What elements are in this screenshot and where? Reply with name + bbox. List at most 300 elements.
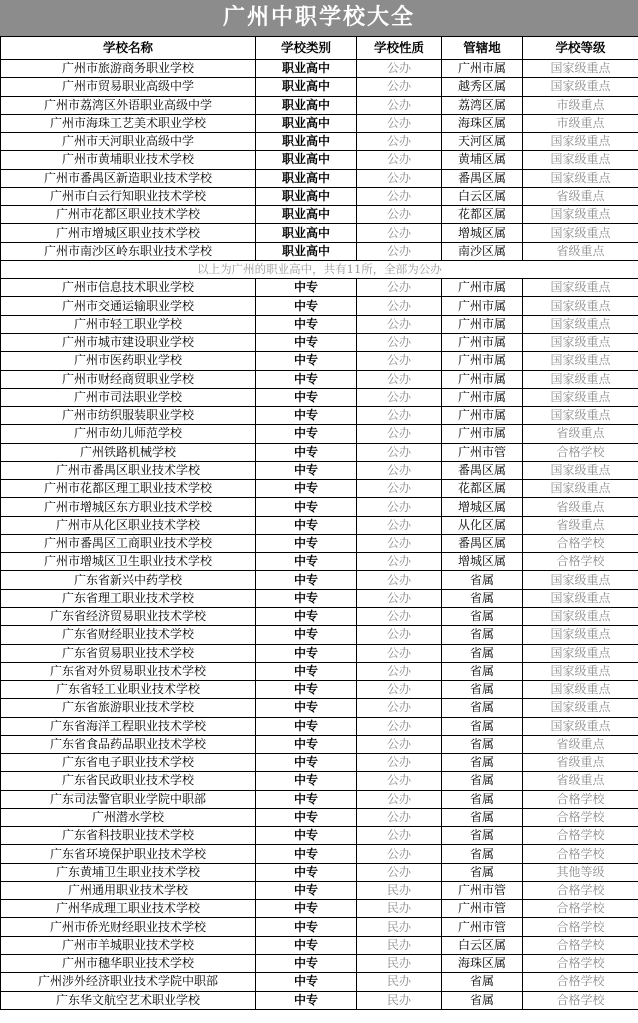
school-name-cell: 广州市花都区职业技术学校 [1,206,256,224]
school-level-cell: 国家级重点 [523,626,638,644]
jurisdiction-cell: 省属 [442,863,523,881]
school-level-cell: 国家级重点 [523,279,638,297]
table-row [1,553,638,571]
table-row [1,78,638,96]
table-row [1,279,638,297]
school-level-cell: 国家级重点 [523,169,638,187]
school-name-cell: 广州市荔湾区外语职业高级中学 [1,96,256,114]
school-type-cell: 中专 [256,790,357,808]
table-row [1,644,638,662]
school-type-cell: 中专 [256,827,357,845]
table-row [1,242,638,260]
note-text: 以上为广州的职业高中，共有11所，全部为公办 [1,260,638,278]
jurisdiction-cell: 海珠区属 [442,955,523,973]
school-name-cell: 广州市旅游商务职业学校 [1,60,256,78]
school-nature-cell: 公办 [357,407,442,425]
school-name-cell: 广东省旅游职业技术学校 [1,699,256,717]
school-name-cell: 广州市交通运输职业学校 [1,297,256,315]
school-name-cell: 广东黄埔卫生职业技术学校 [1,863,256,881]
school-name-cell: 广州市增城区东方职业技术学校 [1,498,256,516]
school-type-cell: 中专 [256,498,357,516]
school-name-cell: 广州市信息技术职业学校 [1,279,256,297]
jurisdiction-cell: 省属 [442,626,523,644]
school-nature-cell: 公办 [357,151,442,169]
school-type-cell: 中专 [256,662,357,680]
school-type-cell: 中专 [256,936,357,954]
table-row [1,534,638,552]
school-name-cell: 广州市羊城职业技术学校 [1,936,256,954]
table-row [1,717,638,735]
jurisdiction-cell: 省属 [442,808,523,826]
school-type-cell: 中专 [256,553,357,571]
school-nature-cell: 民办 [357,900,442,918]
school-name-cell: 广州市白云行知职业技术学校 [1,187,256,205]
school-name-cell: 广东省对外贸易职业技术学校 [1,662,256,680]
school-level-cell: 国家级重点 [523,315,638,333]
jurisdiction-cell: 增城区属 [442,553,523,571]
jurisdiction-cell: 广州市属 [442,60,523,78]
school-name-cell: 广州市司法职业学校 [1,388,256,406]
school-name-cell: 广州市轻工职业学校 [1,315,256,333]
school-name-cell: 广州涉外经济职业技术学院中职部 [1,973,256,991]
school-nature-cell: 民办 [357,936,442,954]
jurisdiction-cell: 番禺区属 [442,169,523,187]
school-name-cell: 广东省电子职业技术学校 [1,754,256,772]
jurisdiction-cell: 增城区属 [442,224,523,242]
school-nature-cell: 公办 [357,681,442,699]
table-row [1,60,638,78]
table-row [1,699,638,717]
school-name-cell: 广州市城市建设职业学校 [1,333,256,351]
school-level-cell: 国家级重点 [523,699,638,717]
school-name-cell: 广东省理工职业技术学校 [1,589,256,607]
table-row [1,571,638,589]
jurisdiction-cell: 荔湾区属 [442,96,523,114]
school-name-cell: 广州市贸易职业高级中学 [1,78,256,96]
school-level-cell: 国家级重点 [523,224,638,242]
jurisdiction-cell: 白云区属 [442,936,523,954]
school-name-cell: 广州华成理工职业技术学校 [1,900,256,918]
school-type-cell: 职业高中 [256,114,357,132]
school-level-cell: 市级重点 [523,114,638,132]
school-nature-cell: 公办 [357,699,442,717]
school-type-cell: 中专 [256,425,357,443]
school-type-cell: 中专 [256,279,357,297]
school-level-cell: 合格学校 [523,881,638,899]
school-type-cell: 中专 [256,754,357,772]
school-name-cell: 广州市黄埔职业技术学校 [1,151,256,169]
school-nature-cell: 公办 [357,315,442,333]
jurisdiction-cell: 海珠区属 [442,114,523,132]
school-nature-cell: 公办 [357,425,442,443]
school-nature-cell: 公办 [357,607,442,625]
school-level-cell: 国家级重点 [523,662,638,680]
jurisdiction-cell: 省属 [442,699,523,717]
school-level-cell: 市级重点 [523,96,638,114]
jurisdiction-cell: 省属 [442,644,523,662]
jurisdiction-cell: 广州市属 [442,370,523,388]
table-row [1,827,638,845]
table-row [1,169,638,187]
school-level-cell: 国家级重点 [523,480,638,498]
school-nature-cell: 公办 [357,845,442,863]
jurisdiction-cell: 省属 [442,589,523,607]
school-type-cell: 中专 [256,315,357,333]
school-nature-cell: 公办 [357,169,442,187]
school-type-cell: 中专 [256,370,357,388]
table-row [1,498,638,516]
school-level-cell: 合格学校 [523,955,638,973]
jurisdiction-cell: 省属 [442,681,523,699]
jurisdiction-cell: 白云区属 [442,187,523,205]
table-row [1,973,638,991]
school-level-cell: 其他等级 [523,863,638,881]
school-name-cell: 广州通用职业技术学校 [1,881,256,899]
school-level-cell: 国家级重点 [523,571,638,589]
jurisdiction-cell: 从化区属 [442,516,523,534]
school-level-cell: 国家级重点 [523,133,638,151]
school-nature-cell: 公办 [357,443,442,461]
table-row [1,863,638,881]
school-level-cell: 国家级重点 [523,461,638,479]
school-type-cell: 职业高中 [256,78,357,96]
jurisdiction-cell: 省属 [442,845,523,863]
school-nature-cell: 公办 [357,279,442,297]
jurisdiction-cell: 广州市属 [442,407,523,425]
jurisdiction-cell: 番禺区属 [442,461,523,479]
school-type-cell: 中专 [256,717,357,735]
school-name-cell: 广东省财经职业技术学校 [1,626,256,644]
school-name-cell: 广州市纺织服装职业学校 [1,407,256,425]
note-row [1,260,638,278]
school-level-cell: 国家级重点 [523,78,638,96]
school-nature-cell: 民办 [357,918,442,936]
school-name-cell: 广州市番禺区工商职业技术学校 [1,534,256,552]
school-type-cell: 中专 [256,571,357,589]
school-name-cell: 广州铁路机械学校 [1,443,256,461]
table-row [1,315,638,333]
school-type-cell: 职业高中 [256,151,357,169]
school-nature-cell: 公办 [357,516,442,534]
jurisdiction-cell: 省属 [442,827,523,845]
school-type-cell: 中专 [256,735,357,753]
school-name-cell: 广州市天河职业高级中学 [1,133,256,151]
school-type-cell: 中专 [256,407,357,425]
school-nature-cell: 公办 [357,297,442,315]
school-name-cell: 广东省轻工业职业技术学校 [1,681,256,699]
table-row [1,918,638,936]
table-row [1,461,638,479]
school-name-cell: 广东省民政职业技术学校 [1,772,256,790]
jurisdiction-cell: 广州市属 [442,297,523,315]
school-name-cell: 广东华文航空艺术职业学校 [1,991,256,1009]
school-nature-cell: 公办 [357,224,442,242]
school-nature-cell: 公办 [357,735,442,753]
school-type-cell: 职业高中 [256,96,357,114]
school-level-cell: 国家级重点 [523,681,638,699]
table-header [1,37,638,60]
header-row [1,37,638,60]
school-level-cell: 省级重点 [523,425,638,443]
jurisdiction-cell: 省属 [442,973,523,991]
school-name-cell: 广州市财经商贸职业学校 [1,370,256,388]
school-nature-cell: 公办 [357,808,442,826]
school-nature-cell: 公办 [357,790,442,808]
page-title: 广州中职学校大全 [0,0,638,36]
school-type-cell: 中专 [256,333,357,351]
jurisdiction-cell: 广州市属 [442,333,523,351]
school-nature-cell: 公办 [357,333,442,351]
school-level-cell: 国家级重点 [523,407,638,425]
school-level-cell: 合格学校 [523,918,638,936]
school-name-cell: 广州市从化区职业技术学校 [1,516,256,534]
table-row [1,480,638,498]
school-level-cell: 合格学校 [523,936,638,954]
jurisdiction-cell: 省属 [442,571,523,589]
school-nature-cell: 公办 [357,717,442,735]
school-type-cell: 中专 [256,863,357,881]
school-type-cell: 职业高中 [256,60,357,78]
jurisdiction-cell: 天河区属 [442,133,523,151]
table-row [1,333,638,351]
table-row [1,991,638,1009]
jurisdiction-cell: 花都区属 [442,206,523,224]
school-type-cell: 中专 [256,607,357,625]
school-name-cell: 广东省新兴中药学校 [1,571,256,589]
school-level-cell: 省级重点 [523,498,638,516]
school-nature-cell: 公办 [357,754,442,772]
jurisdiction-cell: 省属 [442,790,523,808]
school-type-cell: 职业高中 [256,206,357,224]
school-type-cell: 中专 [256,626,357,644]
school-nature-cell: 民办 [357,973,442,991]
header-school-name: 学校名称 [1,37,256,60]
school-nature-cell: 公办 [357,553,442,571]
table-row [1,845,638,863]
table-row [1,790,638,808]
school-level-cell: 合格学校 [523,827,638,845]
school-nature-cell: 公办 [357,370,442,388]
school-level-cell: 合格学校 [523,553,638,571]
school-level-cell: 国家级重点 [523,717,638,735]
jurisdiction-cell: 番禺区属 [442,534,523,552]
jurisdiction-cell: 南沙区属 [442,242,523,260]
school-level-cell: 合格学校 [523,443,638,461]
table-row [1,187,638,205]
header-school-nature: 学校性质 [357,37,442,60]
school-level-cell: 国家级重点 [523,589,638,607]
school-nature-cell: 民办 [357,881,442,899]
school-level-cell: 省级重点 [523,754,638,772]
school-type-cell: 中专 [256,297,357,315]
table-row [1,881,638,899]
school-type-cell: 职业高中 [256,242,357,260]
school-nature-cell: 民办 [357,955,442,973]
school-type-cell: 中专 [256,388,357,406]
header-school-type: 学校类别 [256,37,357,60]
jurisdiction-cell: 省属 [442,772,523,790]
school-name-cell: 广州市幼儿师范学校 [1,425,256,443]
school-nature-cell: 公办 [357,78,442,96]
school-level-cell: 国家级重点 [523,151,638,169]
jurisdiction-cell: 广州市属 [442,388,523,406]
school-type-cell: 中专 [256,699,357,717]
jurisdiction-cell: 广州市属 [442,279,523,297]
school-nature-cell: 公办 [357,534,442,552]
table-row [1,772,638,790]
school-level-cell: 合格学校 [523,790,638,808]
table-row [1,224,638,242]
school-level-cell: 国家级重点 [523,370,638,388]
school-level-cell: 国家级重点 [523,297,638,315]
school-nature-cell: 公办 [357,133,442,151]
school-level-cell: 合格学校 [523,534,638,552]
school-level-cell: 国家级重点 [523,644,638,662]
school-type-cell: 中专 [256,900,357,918]
jurisdiction-cell: 广州市管 [442,900,523,918]
school-type-cell: 中专 [256,955,357,973]
school-type-cell: 中专 [256,881,357,899]
school-level-cell: 国家级重点 [523,60,638,78]
table-row [1,662,638,680]
school-level-cell: 国家级重点 [523,607,638,625]
school-name-cell: 广州市花都区理工职业技术学校 [1,480,256,498]
table-row [1,96,638,114]
school-name-cell: 广州市海珠工艺美术职业学校 [1,114,256,132]
table-body [1,60,638,1010]
school-nature-cell: 公办 [357,662,442,680]
school-type-cell: 中专 [256,589,357,607]
jurisdiction-cell: 广州市属 [442,425,523,443]
school-level-cell: 省级重点 [523,242,638,260]
school-level-cell: 合格学校 [523,845,638,863]
school-nature-cell: 公办 [357,498,442,516]
school-type-cell: 职业高中 [256,133,357,151]
jurisdiction-cell: 省属 [442,754,523,772]
school-level-cell: 国家级重点 [523,352,638,370]
school-level-cell: 国家级重点 [523,333,638,351]
table-row [1,516,638,534]
header-jurisdiction: 管辖地 [442,37,523,60]
school-name-cell: 广东省经济贸易职业技术学校 [1,607,256,625]
school-type-cell: 职业高中 [256,224,357,242]
school-nature-cell: 公办 [357,352,442,370]
table-row [1,297,638,315]
school-nature-cell: 公办 [357,114,442,132]
school-name-cell: 广州市番禺区职业技术学校 [1,461,256,479]
header-school-level: 学校等级 [523,37,638,60]
school-name-cell: 广州市增城区职业技术学校 [1,224,256,242]
table-row [1,206,638,224]
school-nature-cell: 公办 [357,589,442,607]
table-row [1,626,638,644]
table-row [1,388,638,406]
jurisdiction-cell: 省属 [442,662,523,680]
school-level-cell: 省级重点 [523,735,638,753]
school-nature-cell: 公办 [357,480,442,498]
jurisdiction-cell: 增城区属 [442,498,523,516]
school-level-cell: 合格学校 [523,991,638,1009]
school-name-cell: 广州市侨光财经职业技术学校 [1,918,256,936]
table-row [1,133,638,151]
table-row [1,808,638,826]
table-row [1,151,638,169]
table-row [1,754,638,772]
school-nature-cell: 公办 [357,96,442,114]
school-level-cell: 省级重点 [523,772,638,790]
school-type-cell: 中专 [256,845,357,863]
table-row [1,352,638,370]
school-type-cell: 中专 [256,991,357,1009]
school-nature-cell: 公办 [357,571,442,589]
jurisdiction-cell: 广州市管 [442,918,523,936]
school-type-cell: 中专 [256,352,357,370]
school-type-cell: 中专 [256,772,357,790]
school-name-cell: 广东省海洋工程职业技术学校 [1,717,256,735]
school-level-cell: 合格学校 [523,973,638,991]
school-type-cell: 中专 [256,461,357,479]
school-nature-cell: 公办 [357,644,442,662]
jurisdiction-cell: 广州市属 [442,352,523,370]
school-nature-cell: 公办 [357,388,442,406]
school-name-cell: 广州市增城区卫生职业技术学校 [1,553,256,571]
school-table [0,36,638,1010]
school-type-cell: 中专 [256,644,357,662]
table-row [1,900,638,918]
jurisdiction-cell: 花都区属 [442,480,523,498]
school-name-cell: 广州市医药职业学校 [1,352,256,370]
school-nature-cell: 公办 [357,863,442,881]
school-type-cell: 中专 [256,480,357,498]
table-row [1,607,638,625]
school-nature-cell: 公办 [357,60,442,78]
school-type-cell: 中专 [256,808,357,826]
school-level-cell: 国家级重点 [523,206,638,224]
school-name-cell: 广州潜水学校 [1,808,256,826]
school-name-cell: 广东省贸易职业技术学校 [1,644,256,662]
school-nature-cell: 民办 [357,991,442,1009]
school-level-cell: 省级重点 [523,516,638,534]
school-type-cell: 中专 [256,534,357,552]
table-row [1,681,638,699]
jurisdiction-cell: 省属 [442,735,523,753]
school-nature-cell: 公办 [357,461,442,479]
school-type-cell: 中专 [256,973,357,991]
school-type-cell: 中专 [256,681,357,699]
school-nature-cell: 公办 [357,827,442,845]
school-nature-cell: 公办 [357,187,442,205]
table-row [1,114,638,132]
school-name-cell: 广东省食品药品职业技术学校 [1,735,256,753]
table-row [1,425,638,443]
table-row [1,589,638,607]
table-row [1,955,638,973]
jurisdiction-cell: 省属 [442,991,523,1009]
jurisdiction-cell: 省属 [442,607,523,625]
table-row [1,407,638,425]
school-nature-cell: 公办 [357,772,442,790]
school-level-cell: 国家级重点 [523,388,638,406]
school-type-cell: 职业高中 [256,187,357,205]
school-level-cell: 合格学校 [523,900,638,918]
school-level-cell: 合格学校 [523,808,638,826]
school-nature-cell: 公办 [357,626,442,644]
school-type-cell: 中专 [256,443,357,461]
jurisdiction-cell: 黄埔区属 [442,151,523,169]
school-name-cell: 广州市穗华职业技术学校 [1,955,256,973]
school-type-cell: 中专 [256,516,357,534]
school-name-cell: 广东省科技职业技术学校 [1,827,256,845]
